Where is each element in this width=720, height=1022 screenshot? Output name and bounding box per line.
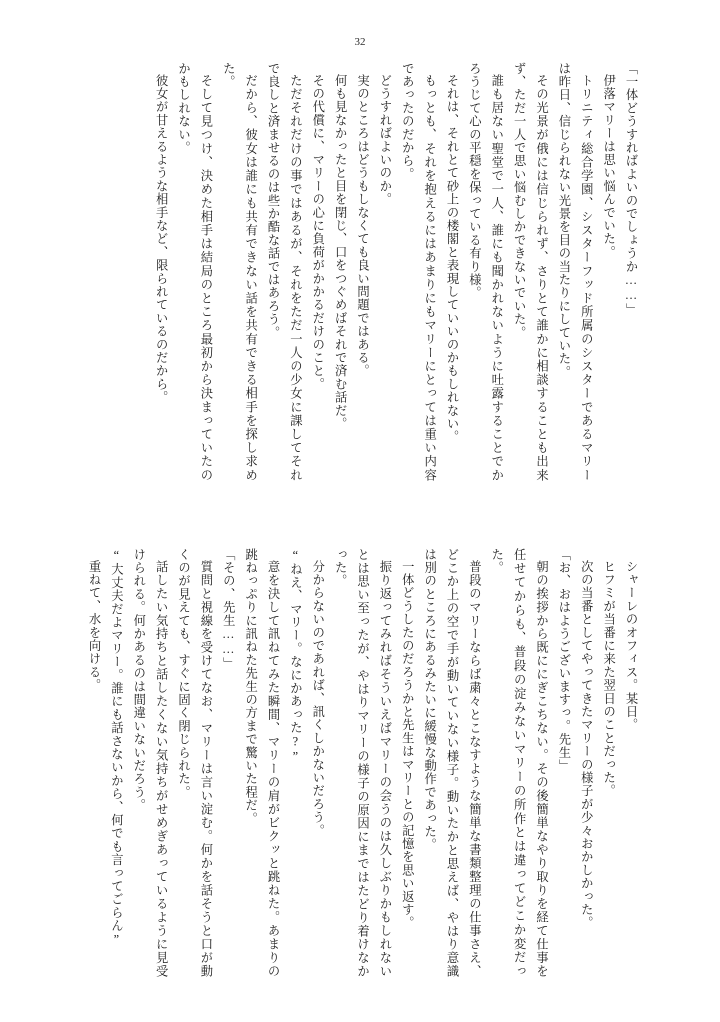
paragraph: 話したい気持ちと話したくない気持ちがせめぎあっているように見受けられる。何かあるのは間違いないだろう。	[131, 548, 169, 978]
paragraph: トリニティ総合学園、シスターフッド所属のシスターであるマリーは昨日、信じられない光景を目の当たりにしていた。	[556, 62, 594, 482]
paragraph: 「一体どうすればよいのでしょうか……」	[624, 62, 638, 317]
page-number-container	[0, 36, 720, 48]
paragraph: その代償に、マリーの心に負荷がかかるだけのこと。	[310, 74, 325, 392]
paragraph: そして見つけ、決めた相手は結局のところ最初から決まっていたのかもしれない。	[176, 62, 213, 482]
paragraph: 実のところはどうもしなくても良い問題ではある。	[355, 74, 370, 378]
paragraph: もっとも、それを抱えるにはあまりにもマリーにとっては重い内容であったのだから。	[400, 62, 437, 482]
paragraph: 誰も居ない聖堂で一人、誰にも聞かれないように吐露することでかろうじて心の平穏を保っている有り様。	[467, 62, 504, 482]
paragraph: その光景が俄には信じられず、さりとて誰かに相談することも出来ず、ただ一人で思い悩むしかできないでいた。	[512, 62, 549, 482]
paragraph: ただそれだけの事ではあるが、それをただ一人の少女に課してそれで良しと済ませるのは些か酷な話ではあろう。	[266, 62, 303, 482]
paragraph: 彼女が甘えるような相手など、限られているのだから。	[154, 74, 169, 405]
paragraph: “大丈夫だよマリー。誰にも話さないから、何でも言ってごらん”	[109, 548, 124, 948]
paragraph: 伊落マリーは思い悩んでいた。	[601, 74, 616, 260]
paragraph: 質問と視線を受けてなお、マリーは言い淀む。何かを話そうと口が動くのが見えても、すぐに固く閉じられた。	[176, 548, 213, 978]
paragraph: ヒフミが当番に来た翌日のことだった。	[601, 560, 616, 798]
paragraph: 普段のマリーならば粛々とこなすような簡単な書類整理の仕事さえ、どこか上の空で手が動いていない様子。動いたかと思えば、やはり意識は別のところにあるみたいに緩慢な動作であった。	[422, 548, 482, 978]
paragraph: 意を決して訊ねてみた瞬間、マリーの肩がビクッと跳ねた。あまりの跳ねっぷりに訊ねた先生の方まで驚いた程だ。	[243, 548, 280, 978]
paragraph: シャーレのオフィス。某日。	[624, 560, 638, 732]
text-block-lower	[82, 548, 642, 978]
paragraph: 何も見なかったと目を閉じ、口をつぐめばそれで済む話だ。	[333, 74, 348, 431]
paragraph: 振り返ってみればそういえばマリーの会うのは久しぶりかもしれないとは思い至ったが、やはりマリーの様子の原因にまではたどり着けなかった。	[333, 548, 392, 978]
paragraph: “ねえ、マリー。なにかあった?”	[288, 548, 303, 765]
paragraph: 分からないのであれば、訊くしかないだろう。	[310, 560, 325, 838]
paragraph: だから、彼女は誰にも共有できない話を共有できる相手を探し求めた。	[221, 62, 258, 482]
paragraph: 朝の挨拶から既ににぎこちない。その後簡単なやり取りを経て仕事を任せてからも、普段の淀みないマリーの所作とは違ってどこか変だった。	[489, 548, 549, 978]
paragraph: 重ねて、水を向ける。	[87, 560, 101, 693]
paragraph: それは、それとて砂上の楼閣と表現していいのかもしれない。	[445, 74, 459, 444]
paragraph: 次の当番としてやってきたマリーの様子が少々おかしかった。	[579, 560, 594, 930]
text-block-upper	[82, 62, 642, 482]
page-number: 32	[354, 36, 366, 48]
paragraph: どうすればよいのか。	[377, 74, 392, 207]
paragraph: 「その、先生……」	[221, 548, 236, 671]
paragraph: 「お、おはようございますっ。先生」	[556, 548, 571, 773]
paragraph: 一体どうしたのだろうかと先生はマリーとの記憶を思い返す。	[400, 560, 415, 930]
